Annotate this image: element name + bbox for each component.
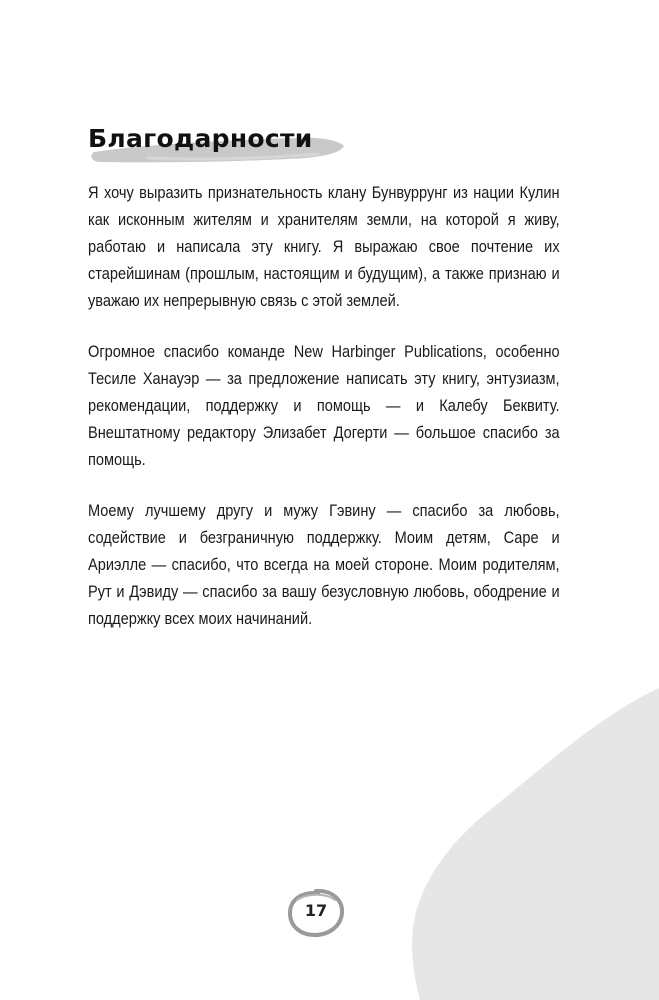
- page-number: 17: [304, 901, 328, 920]
- paragraph-land-acknowledgement: Я хочу выразить признательность клану Бунвуррунг из нации Кулин как исконным жителям и хранителям земли, на которой я живу, работаю и написала эту книгу. Я выражаю свое почтение их старейшинам (прошлым, настоящим и будущим), а также признаю и уважаю их непрерывную связь с этой землей.: [88, 184, 560, 310]
- paragraph-family-thanks: Моему лучшему другу и мужу Гэвину — спасибо за любовь, содействие и безграничную поддержку. Моим детям, Саре и Ариэлле — спасибо, что всегда на моей стороне. Моим родителям, Рут и Дэвиду — спасибо за вашу безусловную любовь, ободрение и поддержку всех моих начинаний.: [88, 502, 560, 628]
- page-number-badge: [285, 886, 347, 940]
- paragraph-publisher-thanks: Огромное спасибо команде New Harbinger Publications, особенно Тесиле Ханауэр — за предложение написать эту книгу, энтузиазм, рекомендации, поддержку и помощь — и Калебу Беквиту. Внештатному редактору Элизабет Догерти — большое спасибо за помощь.: [88, 343, 560, 469]
- heading-block: [88, 118, 348, 168]
- acknowledgements-text: [88, 180, 560, 657]
- page-title: Благодарности: [88, 124, 313, 153]
